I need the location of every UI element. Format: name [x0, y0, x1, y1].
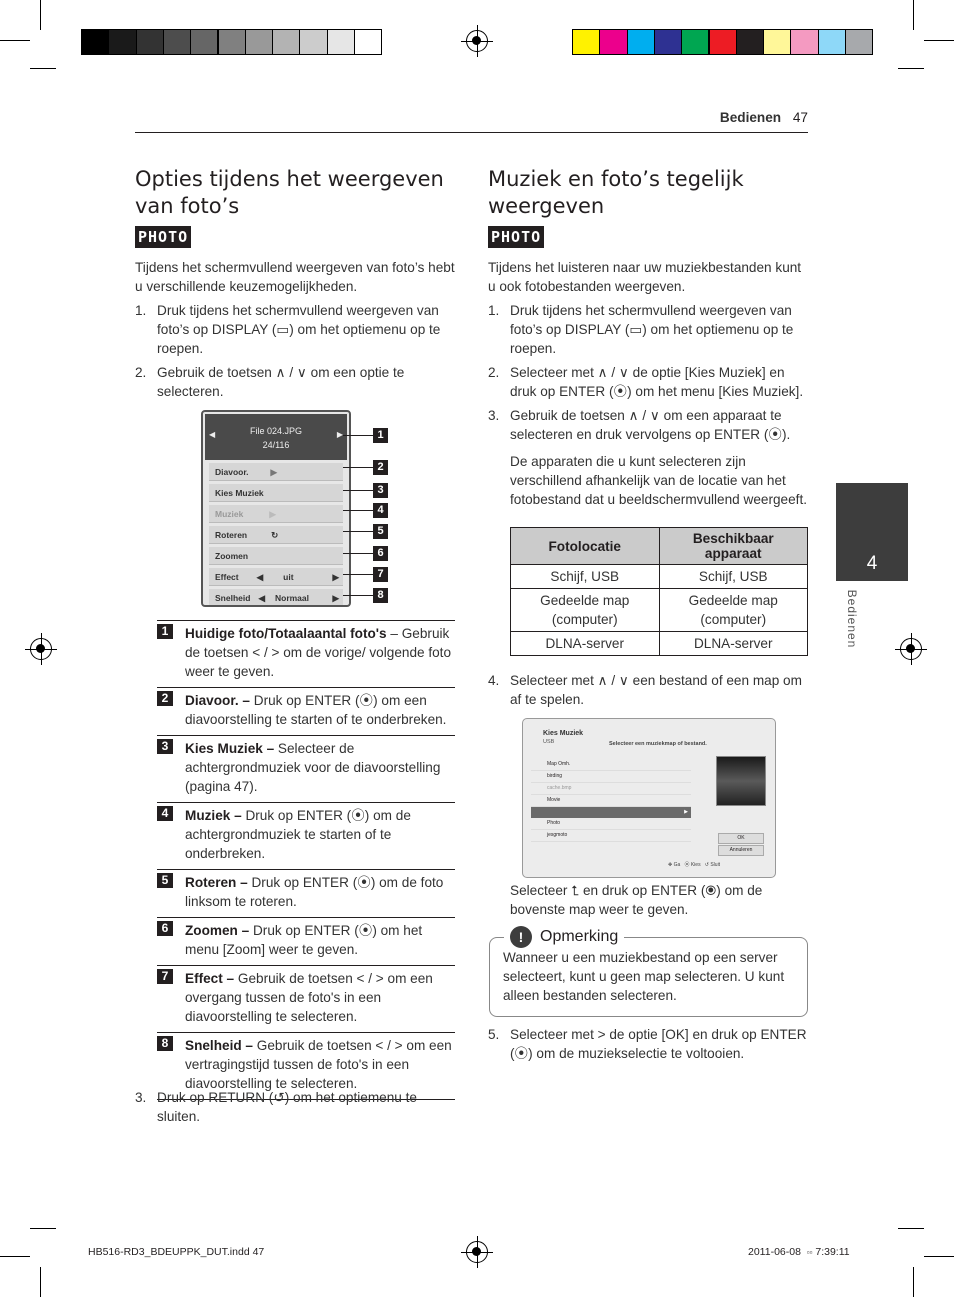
chapter-number: 4 — [866, 553, 878, 574]
description-row — [157, 869, 455, 917]
table-row — [511, 632, 808, 656]
description-number: 4 — [157, 806, 173, 821]
note-header — [504, 926, 624, 948]
registration-mark-icon — [466, 30, 488, 52]
step-item — [135, 363, 455, 401]
color-swatch — [845, 29, 873, 55]
file-row[interactable]: jesgmoto — [531, 830, 691, 842]
callout-leader — [343, 467, 373, 468]
description-row — [157, 620, 455, 687]
section-title: Muziek en foto’s tegelijk weergeven — [488, 167, 744, 218]
description-text: Druk op ENTER (⦿) om de achtergrondmuziek te starten of te onderbreken. — [185, 808, 411, 861]
step-number: 3. — [488, 408, 500, 423]
step-item — [488, 363, 808, 401]
left-arrow-icon: ◀ — [258, 593, 265, 603]
ok-button[interactable]: OK — [718, 833, 764, 844]
description-number: 1 — [157, 624, 173, 639]
color-swatch — [790, 29, 818, 55]
note-text: Wanneer u een muziekbestand op een server selecteert, kunt u geen map selecteren. U kunt alleen bestanden selecteren. — [503, 950, 785, 1003]
print-footer-file: HB516-RD3_BDEUPPK_DUT.indd 47 — [88, 1246, 265, 1258]
crop-mark — [898, 1228, 924, 1229]
crop-mark — [913, 0, 914, 30]
registration-mark-icon — [466, 1241, 488, 1263]
step-list — [488, 301, 808, 509]
description-number: 3 — [157, 739, 173, 754]
page-number: 47 — [792, 110, 808, 125]
file-row-selected[interactable] — [531, 807, 691, 818]
table-cell: DLNA-server — [659, 632, 808, 656]
callout-5: 5 — [373, 524, 388, 539]
step-text: Selecteer met > de optie [OK] en druk op ENTER (⦿) om de muziekselectie te voltooien. — [510, 1027, 807, 1061]
callout-leader — [343, 510, 373, 511]
note-box — [489, 928, 808, 1017]
step-number: 5. — [488, 1027, 500, 1042]
play-icon: ▶ — [270, 467, 278, 477]
crop-mark — [40, 0, 41, 30]
step-text: Gebruik de toetsen ∧ / ∨ om een apparaat te selecteren en druk vervolgens op ENTER (⦿). — [510, 408, 791, 442]
color-swatch — [108, 29, 136, 55]
step-number: 2. — [488, 365, 500, 380]
intro-text: Tijdens het luisteren naar uw muziekbestanden kunt u ook fotobestanden weergeven. — [488, 260, 802, 294]
description-term: Diavoor. – — [185, 693, 250, 708]
description-term: Muziek – — [185, 808, 242, 823]
crop-mark — [30, 68, 56, 69]
step-number: 2. — [135, 365, 147, 380]
description-text: Gebruik de toetsen < / > om een overgang tussen de foto's in een diavoorstelling te selecteren. — [185, 971, 433, 1024]
menu-item-muziek[interactable]: Muziek ▶ — [209, 505, 343, 523]
description-number: 6 — [157, 921, 173, 936]
left-arrow-icon: ◀ — [256, 572, 264, 582]
step-item — [488, 406, 808, 509]
option-descriptions — [157, 620, 455, 1100]
step-number: 4. — [488, 673, 500, 688]
callout-4: 4 — [373, 503, 388, 518]
color-swatch — [818, 29, 846, 55]
return-icon: ↺ — [704, 862, 709, 868]
color-swatch — [627, 29, 655, 55]
right-arrow-icon: ▶ — [336, 430, 343, 439]
step-note: De apparaten die u kunt selecteren zijn verschillend afhankelijk van de locatie van het fotobestand dat u beeldschermvullend weergeeft. — [510, 454, 807, 507]
crop-mark — [898, 68, 924, 69]
color-swatch — [245, 29, 273, 55]
color-swatch — [136, 29, 164, 55]
crop-mark — [913, 1267, 914, 1297]
dialog-prompt: Selecteer een muziekmap of bestand. — [609, 741, 707, 747]
cancel-button[interactable]: Annuleren — [718, 845, 764, 856]
callout-leader — [343, 490, 373, 491]
step-text: Druk op RETURN (↺) om het optiemenu te sluiten. — [157, 1090, 417, 1124]
step-number: 3. — [135, 1090, 147, 1105]
section-title: Opties tijdens het weergeven van foto’s — [135, 167, 444, 218]
enter-icon: ⦿ — [684, 862, 690, 868]
description-row — [157, 802, 455, 869]
color-swatch — [354, 29, 382, 55]
dialog-title: Kies Muziek — [543, 730, 584, 737]
step-text: Druk tijdens het schermvullend weergeven van foto’s op DISPLAY (▭) om het optiemenu op te roepen. — [157, 303, 441, 356]
step-list — [135, 301, 455, 401]
step-text: Selecteer met ∧ / ∨ een bestand of een map om af te spelen. — [510, 673, 802, 707]
location-table — [510, 527, 808, 656]
color-swatch — [81, 29, 109, 55]
step-number: 1. — [135, 303, 147, 318]
callout-6: 6 — [373, 546, 388, 561]
chapter-tab — [836, 483, 908, 581]
right-arrow-icon: ▶ — [332, 593, 339, 603]
running-header — [690, 110, 808, 125]
table-row — [511, 565, 808, 589]
section-name: Bedienen — [719, 110, 782, 125]
table-header — [511, 528, 808, 565]
step-item — [488, 301, 808, 358]
after-screenshot-text: Selecteer ⮤ en druk op ENTER (⦿) om de bovenste map weer te geven. — [510, 883, 763, 917]
color-swatch — [572, 29, 600, 55]
description-text: Gebruik de toetsen < / > om een vertragingstijd tussen de foto's in een diavoorstelling te selecteren. — [185, 1038, 452, 1091]
menu-header — [205, 414, 347, 460]
color-swatch — [218, 29, 246, 55]
description-text: Selecteer de achtergrondmuziek voor de diavoorstelling (pagina 47). — [185, 741, 441, 794]
rotate-icon: ↻ — [271, 530, 279, 540]
callout-leader — [343, 531, 373, 532]
description-number: 5 — [157, 873, 173, 888]
color-swatch — [163, 29, 191, 55]
right-arrow-icon: ▶ — [332, 572, 339, 582]
step-text: Gebruik de toetsen ∧ / ∨ om een optie te selecteren. — [157, 365, 405, 399]
description-row — [157, 735, 455, 802]
menu-item-zoomen[interactable]: Zoomen — [209, 547, 343, 565]
footer-glyph-icon: ▫▫ — [806, 1248, 813, 1257]
menu-item-diavoor[interactable]: Diavoor. ▶ — [209, 463, 343, 481]
color-swatch — [272, 29, 300, 55]
crop-mark — [0, 40, 30, 41]
menu-item-roteren[interactable]: Roteren ↻ — [209, 526, 343, 544]
effect-value: uit — [283, 572, 294, 582]
file-name: File 024.JPG — [249, 426, 303, 436]
folder-preview — [716, 756, 766, 806]
file-row[interactable]: Photo — [531, 818, 691, 830]
table-cell: Gedeelde map (computer) — [659, 589, 808, 632]
table-cell: DLNA-server — [511, 632, 660, 656]
color-swatch — [599, 29, 627, 55]
menu-item-snelheid[interactable]: Snelheid ◀ Normaal ▶ — [209, 589, 343, 607]
photo-count: 24/116 — [262, 440, 290, 450]
description-term: Snelheid – — [185, 1038, 253, 1053]
play-icon: ▶ — [269, 509, 276, 519]
color-swatch — [763, 29, 791, 55]
description-term: Effect – — [185, 971, 235, 986]
step-number: 1. — [488, 303, 500, 318]
color-swatch — [190, 29, 218, 55]
description-number: 2 — [157, 691, 173, 706]
callout-1: 1 — [373, 428, 388, 443]
menu-item-kies-muziek[interactable]: Kies Muziek — [209, 484, 343, 502]
callout-7: 7 — [373, 567, 388, 582]
file-row[interactable]: Movie — [531, 795, 691, 807]
footer-time: 7:39:11 — [815, 1246, 850, 1258]
crop-mark — [924, 1256, 954, 1257]
description-text: Druk op ENTER (⦿) om een diavoorstelling te starten of te onderbreken. — [185, 693, 447, 727]
move-icon: ✥ — [668, 862, 673, 868]
table-row — [511, 589, 808, 632]
file-row[interactable]: Map Omh. — [531, 759, 691, 771]
description-number: 7 — [157, 969, 173, 984]
crop-mark — [924, 40, 954, 41]
callout-8: 8 — [373, 588, 388, 603]
description-row — [157, 917, 455, 965]
left-arrow-icon: ◀ — [209, 430, 216, 439]
right-arrow-icon: ▶ — [684, 809, 688, 815]
crop-mark — [40, 1267, 41, 1297]
table-cell: Gedeelde map (computer) — [511, 589, 660, 632]
column-header: Beschikbaar apparaat — [659, 528, 808, 565]
step-item — [488, 671, 808, 709]
step-text: Selecteer met ∧ / ∨ de optie [Kies Muziek] en druk op ENTER (⦿) om het menu [Kies Muziek]. — [510, 365, 804, 399]
step-item — [488, 1025, 808, 1063]
photo-badge: PHOTO — [488, 226, 544, 248]
music-select-screenshot — [522, 718, 776, 878]
description-row — [157, 965, 455, 1032]
callout-leader — [343, 435, 373, 436]
description-text: – Gebruik de toetsen < / > om de vorige/ volgende foto weer te geven. — [185, 626, 452, 679]
step-text: Druk tijdens het schermvullend weergeven van foto’s op DISPLAY (▭) om het optiemenu op te roepen. — [510, 303, 794, 356]
menu-item-effect[interactable]: Effect ◀ uit ▶ — [209, 568, 343, 586]
dialog-footer: ✥ Ga ⦿ Kies ↺ Sluit — [668, 862, 721, 868]
registration-mark-icon — [900, 638, 922, 660]
description-term: Kies Muziek – — [185, 741, 275, 756]
callout-leader — [343, 595, 373, 596]
description-term: Roteren – — [185, 875, 248, 890]
registration-mark-icon — [30, 638, 52, 660]
description-text: Druk op ENTER (⦿) om het menu [Zoom] weer te geven. — [185, 923, 423, 957]
description-text: Druk op ENTER (⦿) om de foto linksom te roteren. — [185, 875, 444, 909]
step-item — [135, 1088, 455, 1126]
print-footer-date — [748, 1246, 850, 1258]
color-swatch — [736, 29, 764, 55]
color-swatch — [709, 29, 737, 55]
description-number: 8 — [157, 1036, 173, 1051]
exclamation-icon: ! — [510, 926, 532, 948]
table-cell: Schijf, USB — [511, 565, 660, 589]
column-header: Fotolocatie — [511, 528, 660, 565]
right-column — [488, 166, 808, 509]
color-swatch — [299, 29, 327, 55]
step-item — [135, 301, 455, 358]
color-swatch — [654, 29, 682, 55]
color-swatch — [327, 29, 355, 55]
description-term: Zoomen – — [185, 923, 250, 938]
dialog-subtitle: USB — [543, 739, 555, 745]
speed-value: Normaal — [274, 593, 309, 603]
file-row[interactable]: birding — [531, 771, 691, 783]
chapter-label: Bedienen — [845, 589, 859, 649]
callout-2: 2 — [373, 460, 388, 475]
crop-mark — [30, 1228, 56, 1229]
footer-date: 2011-06-08 — [748, 1246, 801, 1258]
color-swatch — [681, 29, 709, 55]
description-row — [157, 687, 455, 735]
table-cell: Schijf, USB — [659, 565, 808, 589]
photo-badge: PHOTO — [135, 226, 191, 248]
left-column — [135, 166, 455, 401]
description-term: Huidige foto/Totaalaantal foto's — [185, 626, 387, 641]
callout-leader — [343, 574, 373, 575]
callout-3: 3 — [373, 483, 388, 498]
callout-leader — [343, 553, 373, 554]
file-list — [531, 759, 691, 842]
file-row[interactable]: cache.bmp — [531, 783, 691, 795]
crop-mark — [0, 1256, 30, 1257]
note-title: Opmerking — [540, 928, 619, 945]
option-menu-screenshot — [201, 410, 351, 607]
intro-text: Tijdens het schermvullend weergeven van foto’s hebt u verschillende keuzemogelijkheden. — [135, 260, 455, 294]
header-rule — [135, 132, 808, 133]
